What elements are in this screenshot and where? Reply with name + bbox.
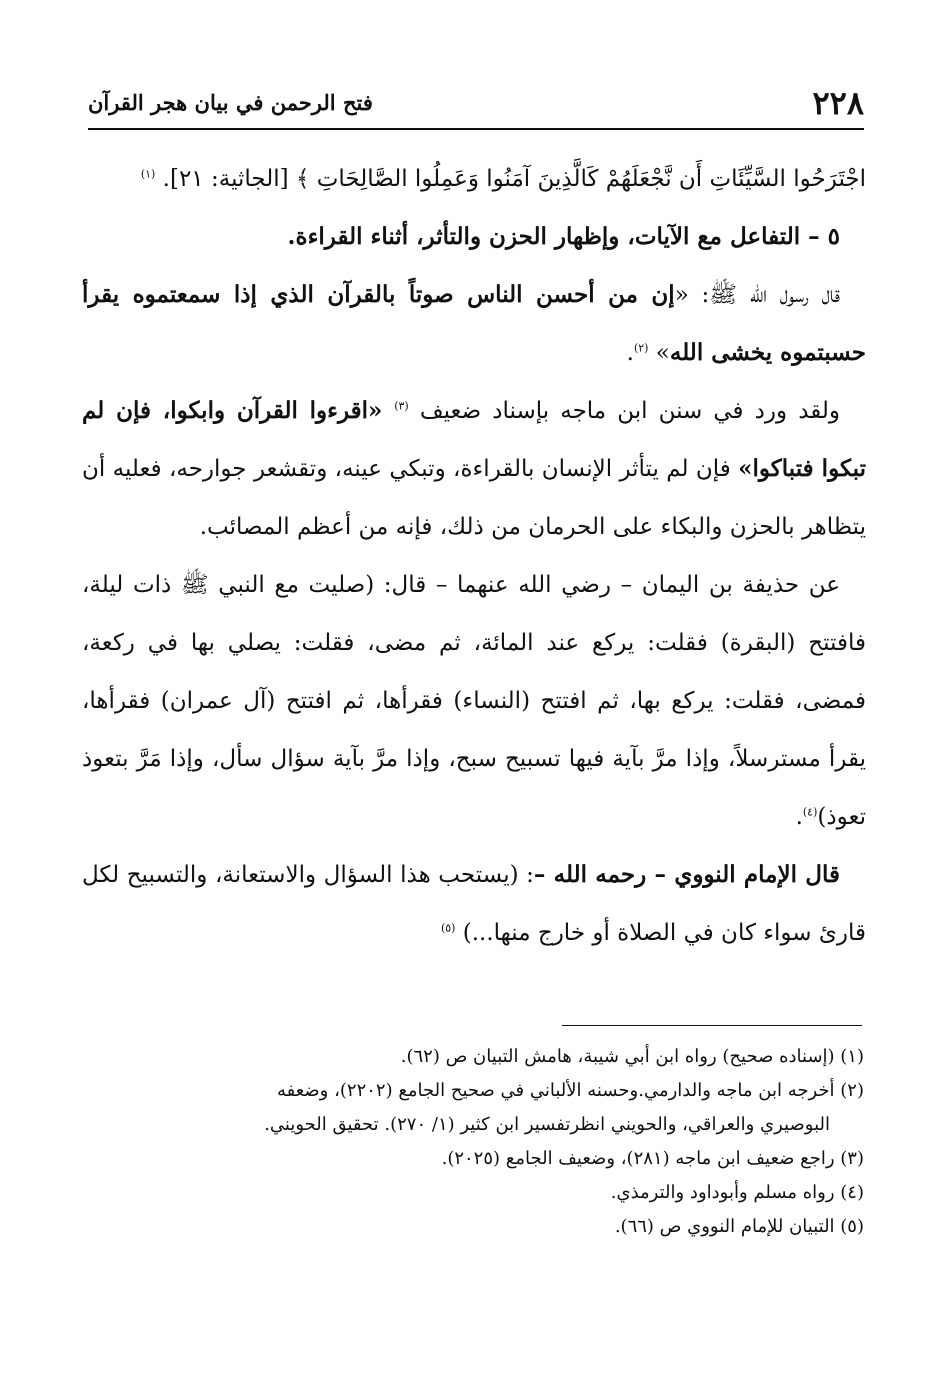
para4-bold: قال الإمام النووي – رحمه الله –: [533, 861, 840, 888]
footnote-ref-4: (٤): [802, 805, 818, 819]
para2-intro: ولقد ورد في سنن ابن ماجه بإسناد ضعيف: [419, 398, 841, 424]
verse-text: اجْتَرَحُوا السَّيِّئَاتِ أَن نَّجْعَلَهُمْ كَالَّذِينَ آمَنُوا وَعَمِلُوا الصَّالِحَاتِ ﴾ [الجاثية: ٢١].: [162, 166, 866, 192]
footnote-separator: [562, 1025, 862, 1026]
main-text: [82, 150, 866, 962]
page-header: [88, 84, 864, 130]
hadith1-close: »: [655, 340, 670, 366]
footnote-2: (٢) أخرجه ابن ماجه والدارمي.وحسنه الألباني في صحيح الجامع (٢٢٠٢)، وضعفه: [276, 1080, 864, 1101]
nawawi-paragraph: [82, 846, 866, 962]
footnote-5: (٥) التبيان للإمام النووي ص (٦٦).: [614, 1216, 864, 1237]
hadith-paragraph-1: [82, 266, 866, 382]
hudhayfa-paragraph: [82, 556, 866, 846]
weeping-paragraph: [82, 382, 866, 556]
footnote-ref-1: (١): [140, 167, 156, 181]
footnote-ref-5: (٥): [440, 921, 456, 935]
hadith1-intro: قال رسول الله ﷺ: «: [674, 282, 840, 308]
hadith1-text: إن من أحسن الناس صوتاً بالقرآن الذي إذا سمعتموه يقرأ حسبتموه يخشى الله: [82, 281, 866, 366]
footnote-ref-3: (٣): [394, 399, 409, 413]
footnote-4: (٤) رواه مسلم وأبوداود والترمذي.: [610, 1182, 864, 1203]
quran-verse: [82, 150, 866, 208]
para4-rest: : (يستحب هذا السؤال والاستعانة، والتسبيح لكل قارئ سواء كان في الصلاة أو خارج منها...): [82, 862, 866, 946]
footnote-3: (٣) راجع ضعيف ابن ماجه (٢٨١)، وضعيف الجامع (٢٠٢٥).: [441, 1148, 864, 1169]
para2-rest: فإن لم يتأثر الإنسان بالقراءة، وتبكي عينه، وتقشعر جوارحه، فعليه أن يتظاهر بالحزن والبكاء على الحرمان من ذلك، فإنه من أعظم المصائب.: [82, 456, 866, 540]
running-title: فتح الرحمن في بيان هجر القرآن: [88, 90, 373, 115]
hadith1-period: .: [626, 340, 634, 366]
para2-hadith: «اقرءوا القرآن وابكوا، فإن لم تبكوا فتباكوا»: [82, 397, 866, 482]
footnote-ref-2: (٢): [633, 341, 649, 355]
para3-text: عن حذيفة بن اليمان – رضي الله عنهما – قال: (صليت مع النبي ﷺ ذات ليلة، فافتتح (البقرة) فقلت: يركع عند المائة، ثم مضى، فقلت: يصلي بها في ركعة، فمضى، فقلت: يركع بها، ثم افتتح (النساء) فقرأها، ثم افتتح (آل عمران) فقرأها، يقرأ مسترسلاً، وإذا مرَّ بآية فيها تسبيح سبح، وإذا مرَّ بآية سؤال سأل، وإذا مَرَّ بتعوذ تعوذ): [82, 572, 866, 830]
footnote-1: (١) (إسناده صحيح) رواه ابن أبي شيبة، هامش التبيان ص (٦٢).: [400, 1046, 864, 1067]
para3-period: .: [795, 804, 803, 830]
footnote-2-continued: البوصيري والعراقي، والحويني انظرتفسير ابن كثير (١/ ٢٧٠). تحقيق الحويني.: [264, 1114, 830, 1135]
footnotes: [92, 1040, 864, 1244]
page-number: ٢٢٨: [812, 84, 864, 122]
section-heading: ٥ – التفاعل مع الآيات، وإظهار الحزن والتأثر، أثناء القراءة.: [287, 223, 840, 250]
